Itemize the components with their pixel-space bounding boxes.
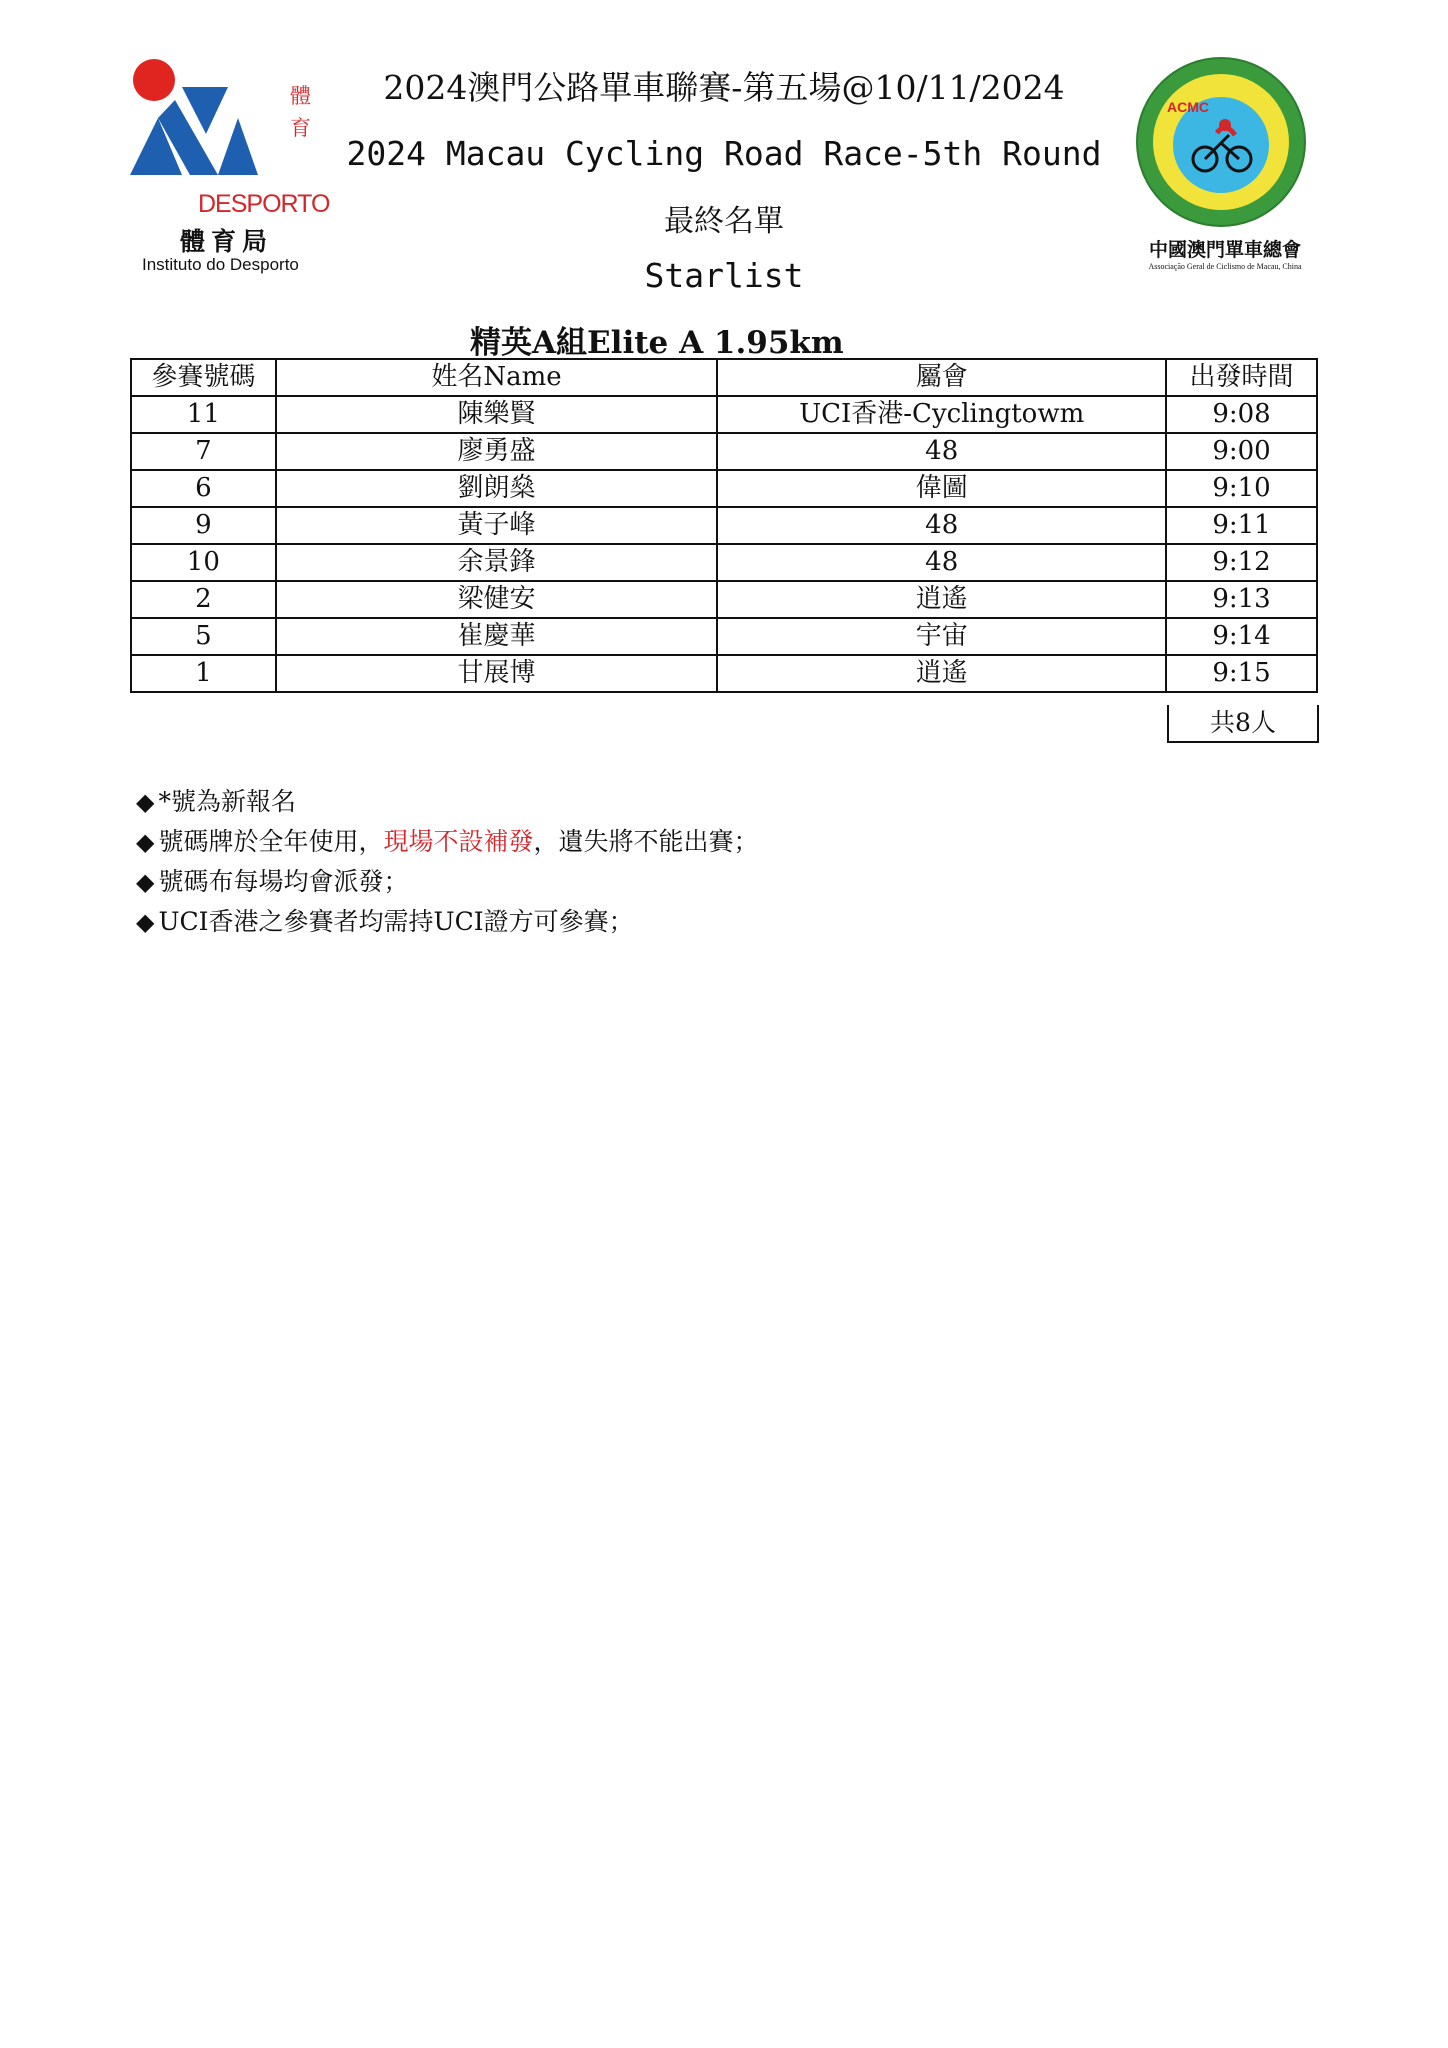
header-bib-number: 參賽號碼 [131, 359, 276, 396]
club: 宇宙 [717, 618, 1166, 655]
note-item [136, 782, 759, 822]
rider-name: 甘展博 [276, 655, 718, 692]
notes-list [136, 782, 759, 942]
table-row [131, 396, 1317, 433]
table-header-row [131, 359, 1317, 396]
start-time: 9:14 [1166, 618, 1317, 655]
start-time: 9:00 [1166, 433, 1317, 470]
acmc-cn-name: 中國澳門單車總會 [1148, 239, 1301, 261]
starlist-table [130, 358, 1318, 693]
table-row [131, 433, 1317, 470]
start-time: 9:10 [1166, 470, 1317, 507]
rider-name: 劉朗燊 [276, 470, 718, 507]
club: 逍遙 [717, 655, 1166, 692]
header-name: 姓名Name [276, 359, 718, 396]
start-time: 9:12 [1166, 544, 1317, 581]
bib-number: 7 [131, 433, 276, 470]
note-text: UCI香港之參賽者均需持UCI證方可參賽； [158, 907, 634, 936]
note-text: 號碼布每場均會派發； [158, 867, 409, 896]
category-title: 精英A組Elite A 1.95km [470, 325, 844, 361]
club: 偉圖 [717, 470, 1166, 507]
acmc-badge-text: ACMC [1167, 99, 1209, 115]
diamond-bullet-icon: ◆ [136, 868, 155, 896]
club: 48 [717, 433, 1166, 470]
note-text: *號為新報名 [158, 787, 296, 816]
bib-number: 6 [131, 470, 276, 507]
table-row [131, 470, 1317, 507]
bib-number: 1 [131, 655, 276, 692]
bib-number: 5 [131, 618, 276, 655]
table-row [131, 618, 1317, 655]
desporto-brand: DESPORTO [198, 190, 330, 218]
note-item [136, 902, 759, 942]
rider-name: 廖勇盛 [276, 433, 718, 470]
title-en: 2024 Macau Cycling Road Race-5th Round [346, 134, 1102, 173]
bib-number: 2 [131, 581, 276, 618]
bib-number: 9 [131, 507, 276, 544]
note-item [136, 862, 759, 902]
start-time: 9:08 [1166, 396, 1317, 433]
start-time: 9:15 [1166, 655, 1317, 692]
club: UCI香港-Cyclingtowm [717, 396, 1166, 433]
desporto-cn-name: 體育局 [180, 227, 274, 256]
table-row [131, 507, 1317, 544]
rider-name: 梁健安 [276, 581, 718, 618]
title-cn: 2024澳門公路單車聯賽-第五場@10/11/2024 [383, 68, 1065, 107]
header-start-time: 出發時間 [1166, 359, 1317, 396]
note-text: 號碼牌於全年使用， [158, 827, 384, 856]
note-item [136, 822, 759, 862]
desporto-vertical-char: 體 [290, 84, 311, 108]
desporto-vertical-char: 育 [290, 116, 311, 140]
diamond-bullet-icon: ◆ [136, 788, 155, 816]
bib-number: 11 [131, 396, 276, 433]
desporto-pt-name: Instituto do Desporto [142, 255, 299, 274]
subtitle-cn: 最終名單 [664, 204, 784, 239]
rider-name: 陳樂賢 [276, 396, 718, 433]
table-row [131, 655, 1317, 692]
rider-name: 黃子峰 [276, 507, 718, 544]
note-text: ，遺失將不能出賽； [533, 827, 759, 856]
rider-name: 崔慶華 [276, 618, 718, 655]
start-time: 9:13 [1166, 581, 1317, 618]
rider-name: 余景鋒 [276, 544, 718, 581]
start-time: 9:11 [1166, 507, 1317, 544]
total-count: 共8人 [1167, 705, 1319, 743]
note-warning-text: 現場不設補發 [383, 827, 534, 856]
club: 逍遙 [717, 581, 1166, 618]
table-row [131, 544, 1317, 581]
header-club: 屬會 [717, 359, 1166, 396]
table-row [131, 581, 1317, 618]
bib-number: 10 [131, 544, 276, 581]
acmc-pt-name: Associação Geral de Ciclismo de Macau, China [1148, 262, 1302, 271]
subtitle-en: Starlist [644, 256, 804, 295]
diamond-bullet-icon: ◆ [136, 828, 155, 856]
club: 48 [717, 507, 1166, 544]
diamond-bullet-icon: ◆ [136, 908, 155, 936]
club: 48 [717, 544, 1166, 581]
